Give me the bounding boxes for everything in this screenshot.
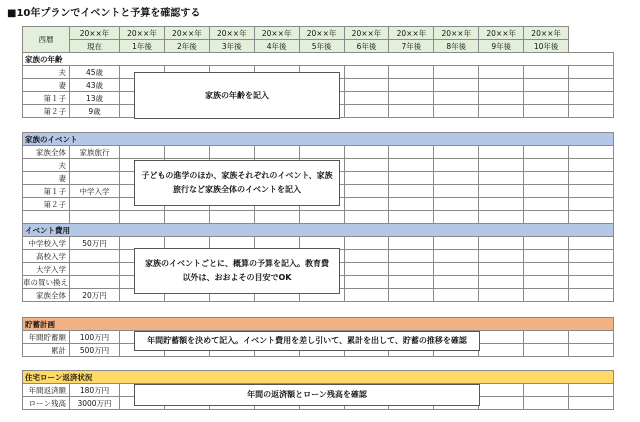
empty-cell (479, 331, 524, 344)
empty-cell (389, 250, 434, 263)
empty-cell (479, 250, 524, 263)
empty-cell (389, 289, 434, 302)
empty-cell (524, 276, 569, 289)
empty-cell (479, 79, 524, 92)
empty-cell (569, 237, 614, 250)
empty-cell (389, 79, 434, 92)
empty-cell (569, 159, 614, 172)
empty-cell (524, 146, 569, 159)
savings-note: 年間貯蓄額を決めて記入。イベント費用を差し引いて、累計を出して、貯蓄の推移を確認 (134, 331, 480, 351)
loan-row-label: 年間返済額 (23, 384, 70, 397)
offset-label: 6年後 (344, 40, 389, 53)
header-row-years (23, 27, 614, 40)
offset-label: 2年後 (164, 40, 209, 53)
empty-cell (344, 198, 389, 211)
empty-cell (164, 146, 209, 159)
empty-cell (389, 276, 434, 289)
costs-row-label: 家族全体 (23, 289, 70, 302)
empty-cell (479, 289, 524, 302)
savings-heading-label: 貯蓄計画 (23, 318, 614, 331)
empty-cell (569, 344, 614, 357)
empty-cell (524, 263, 569, 276)
empty-cell (299, 146, 344, 159)
empty-cell (524, 397, 569, 410)
empty-cell (344, 172, 389, 185)
empty-cell (479, 66, 524, 79)
empty-cell (479, 185, 524, 198)
events-row-value (70, 198, 120, 211)
empty-cell (120, 146, 165, 159)
savings-heading (23, 318, 614, 331)
events-row-label: 第１子 (23, 185, 70, 198)
costs-note-line1: 家族のイベントごとに、概算の予算を記入。教育費 (145, 259, 329, 268)
empty-cell (479, 92, 524, 105)
events-row-value: 家族旅行 (70, 146, 120, 159)
events-row-label: 家族全体 (23, 146, 70, 159)
costs-row-value (70, 250, 120, 263)
empty-cell (569, 198, 614, 211)
year-label: 20××年 (120, 27, 165, 40)
offset-label: 9年後 (479, 40, 524, 53)
costs-note-line2: 以外は、おおよその目安でOK (182, 273, 292, 282)
empty-cell (524, 344, 569, 357)
empty-cell (389, 237, 434, 250)
offset-label: 3年後 (209, 40, 254, 53)
empty-cell (23, 211, 70, 224)
year-label: 20××年 (164, 27, 209, 40)
empty-cell (569, 92, 614, 105)
year-label: 20××年 (254, 27, 299, 40)
empty-cell (389, 146, 434, 159)
ages-row-value: 13歳 (70, 92, 120, 105)
empty-cell (434, 263, 479, 276)
costs-row-value: 50万円 (70, 237, 120, 250)
empty-cell (389, 172, 434, 185)
empty-cell (164, 211, 209, 224)
year-label: 20××年 (209, 27, 254, 40)
empty-cell (524, 211, 569, 224)
empty-cell (569, 79, 614, 92)
empty-cell (569, 331, 614, 344)
loan-heading-label: 住宅ローン返済状況 (23, 371, 614, 384)
empty-cell (120, 211, 165, 224)
empty-cell (479, 159, 524, 172)
costs-row-label: 高校入学 (23, 250, 70, 263)
empty-cell (389, 159, 434, 172)
offset-label: 4年後 (254, 40, 299, 53)
empty-cell (434, 79, 479, 92)
empty-cell (344, 146, 389, 159)
ages-note: 家族の年齢を記入 (134, 72, 340, 119)
empty-cell (524, 198, 569, 211)
empty-cell (344, 276, 389, 289)
empty-cell (569, 146, 614, 159)
empty-cell (434, 146, 479, 159)
year-label: 20××年 (434, 27, 479, 40)
empty-cell (569, 263, 614, 276)
offset-label: 7年後 (389, 40, 434, 53)
empty-cell (434, 237, 479, 250)
empty-cell (434, 276, 479, 289)
empty-cell (524, 185, 569, 198)
savings-row-label: 累計 (23, 344, 70, 357)
ages-row-value: 9歳 (70, 105, 120, 118)
empty-cell (209, 146, 254, 159)
empty-cell (389, 211, 434, 224)
loan-row-label: ローン残高 (23, 397, 70, 410)
costs-row-label: 大学入学 (23, 263, 70, 276)
costs-heading-label: イベント費用 (23, 224, 614, 237)
empty-cell (524, 237, 569, 250)
empty-cell (434, 198, 479, 211)
empty-cell (254, 146, 299, 159)
ages-row-label: 夫 (23, 66, 70, 79)
loan-row-value: 180万円 (70, 384, 120, 397)
empty-cell (569, 66, 614, 79)
events-heading-label: 家族のイベント (23, 133, 614, 146)
empty-cell (524, 79, 569, 92)
empty-cell (479, 211, 524, 224)
empty-cell (209, 211, 254, 224)
empty-cell (434, 289, 479, 302)
year-label: 20××年 (479, 27, 524, 40)
empty-cell (524, 172, 569, 185)
events-row-label: 妻 (23, 172, 70, 185)
empty-cell (479, 344, 524, 357)
empty-cell (299, 211, 344, 224)
ages-row-value: 45歳 (70, 66, 120, 79)
events-row-label: 第２子 (23, 198, 70, 211)
page-title: ■10年プランでイベントと予算を確認する (7, 8, 201, 19)
events-row (23, 146, 614, 159)
empty-cell (569, 384, 614, 397)
events-row-value (70, 159, 120, 172)
ages-row-label: 妻 (23, 79, 70, 92)
events-row-value (70, 172, 120, 185)
empty-cell (479, 146, 524, 159)
ages-heading (23, 53, 614, 66)
empty-cell (524, 384, 569, 397)
empty-cell (344, 289, 389, 302)
empty-cell (344, 250, 389, 263)
empty-cell (479, 384, 524, 397)
events-heading (23, 133, 614, 146)
empty-cell (70, 211, 120, 224)
empty-cell (569, 289, 614, 302)
empty-cell (389, 92, 434, 105)
offset-label: 1年後 (120, 40, 165, 53)
empty-cell (524, 331, 569, 344)
empty-cell (434, 211, 479, 224)
empty-cell (344, 66, 389, 79)
empty-cell (389, 198, 434, 211)
ages-row-label: 第１子 (23, 92, 70, 105)
costs-row-label: 中学校入学 (23, 237, 70, 250)
empty-cell (344, 263, 389, 276)
empty-cell (569, 397, 614, 410)
empty-cell (569, 105, 614, 118)
year-label: 20××年 (524, 27, 569, 40)
events-row-label: 夫 (23, 159, 70, 172)
costs-row-value (70, 276, 120, 289)
loan-note: 年間の返済額とローン残高を確認 (134, 384, 480, 406)
empty-cell (344, 159, 389, 172)
empty-cell (254, 211, 299, 224)
spacer-row (23, 211, 614, 224)
offset-label: 8年後 (434, 40, 479, 53)
ages-row-value: 43歳 (70, 79, 120, 92)
year-label: 20××年 (70, 27, 120, 40)
offset-label: 10年後 (524, 40, 569, 53)
empty-cell (524, 289, 569, 302)
empty-cell (524, 105, 569, 118)
empty-cell (344, 92, 389, 105)
empty-cell (434, 250, 479, 263)
empty-cell (434, 159, 479, 172)
loan-row-value: 3000万円 (70, 397, 120, 410)
empty-cell (434, 185, 479, 198)
savings-row-value: 100万円 (70, 331, 120, 344)
events-row-value: 中学入学 (70, 185, 120, 198)
empty-cell (479, 198, 524, 211)
empty-cell (479, 276, 524, 289)
header-row-offsets (23, 40, 614, 53)
savings-row-label: 年間貯蓄額 (23, 331, 70, 344)
events-note-line2: 旅行など家族全体のイベントを記入 (173, 185, 301, 194)
costs-row-value (70, 263, 120, 276)
empty-cell (344, 185, 389, 198)
empty-cell (434, 66, 479, 79)
empty-cell (479, 105, 524, 118)
ages-row-label: 第２子 (23, 105, 70, 118)
empty-cell (389, 263, 434, 276)
empty-cell (434, 105, 479, 118)
events-note (134, 160, 340, 206)
year-label: 20××年 (344, 27, 389, 40)
empty-cell (524, 92, 569, 105)
empty-cell (479, 397, 524, 410)
offset-label: 5年後 (299, 40, 344, 53)
empty-cell (389, 185, 434, 198)
empty-cell (434, 92, 479, 105)
empty-cell (479, 263, 524, 276)
empty-cell (569, 211, 614, 224)
loan-heading (23, 371, 614, 384)
empty-cell (569, 185, 614, 198)
year-corner-label: 西暦 (23, 27, 70, 53)
empty-cell (389, 105, 434, 118)
year-label: 20××年 (299, 27, 344, 40)
empty-cell (524, 250, 569, 263)
costs-note (134, 248, 340, 294)
costs-heading (23, 224, 614, 237)
costs-row-value: 20万円 (70, 289, 120, 302)
empty-cell (569, 172, 614, 185)
offset-label: 現在 (70, 40, 120, 53)
costs-row-label: 車の買い換え (23, 277, 68, 287)
savings-row-value: 500万円 (70, 344, 120, 357)
empty-cell (344, 237, 389, 250)
ages-heading-label: 家族の年齢 (23, 53, 614, 66)
empty-cell (389, 66, 434, 79)
empty-cell (479, 237, 524, 250)
empty-cell (434, 172, 479, 185)
empty-cell (344, 211, 389, 224)
events-note-line1: 子どもの進学のほか、家族それぞれのイベント、家族 (141, 171, 333, 180)
year-label: 20××年 (389, 27, 434, 40)
empty-cell (569, 276, 614, 289)
empty-cell (344, 105, 389, 118)
empty-cell (479, 172, 524, 185)
empty-cell (569, 250, 614, 263)
empty-cell (344, 79, 389, 92)
empty-cell (524, 66, 569, 79)
empty-cell (524, 159, 569, 172)
